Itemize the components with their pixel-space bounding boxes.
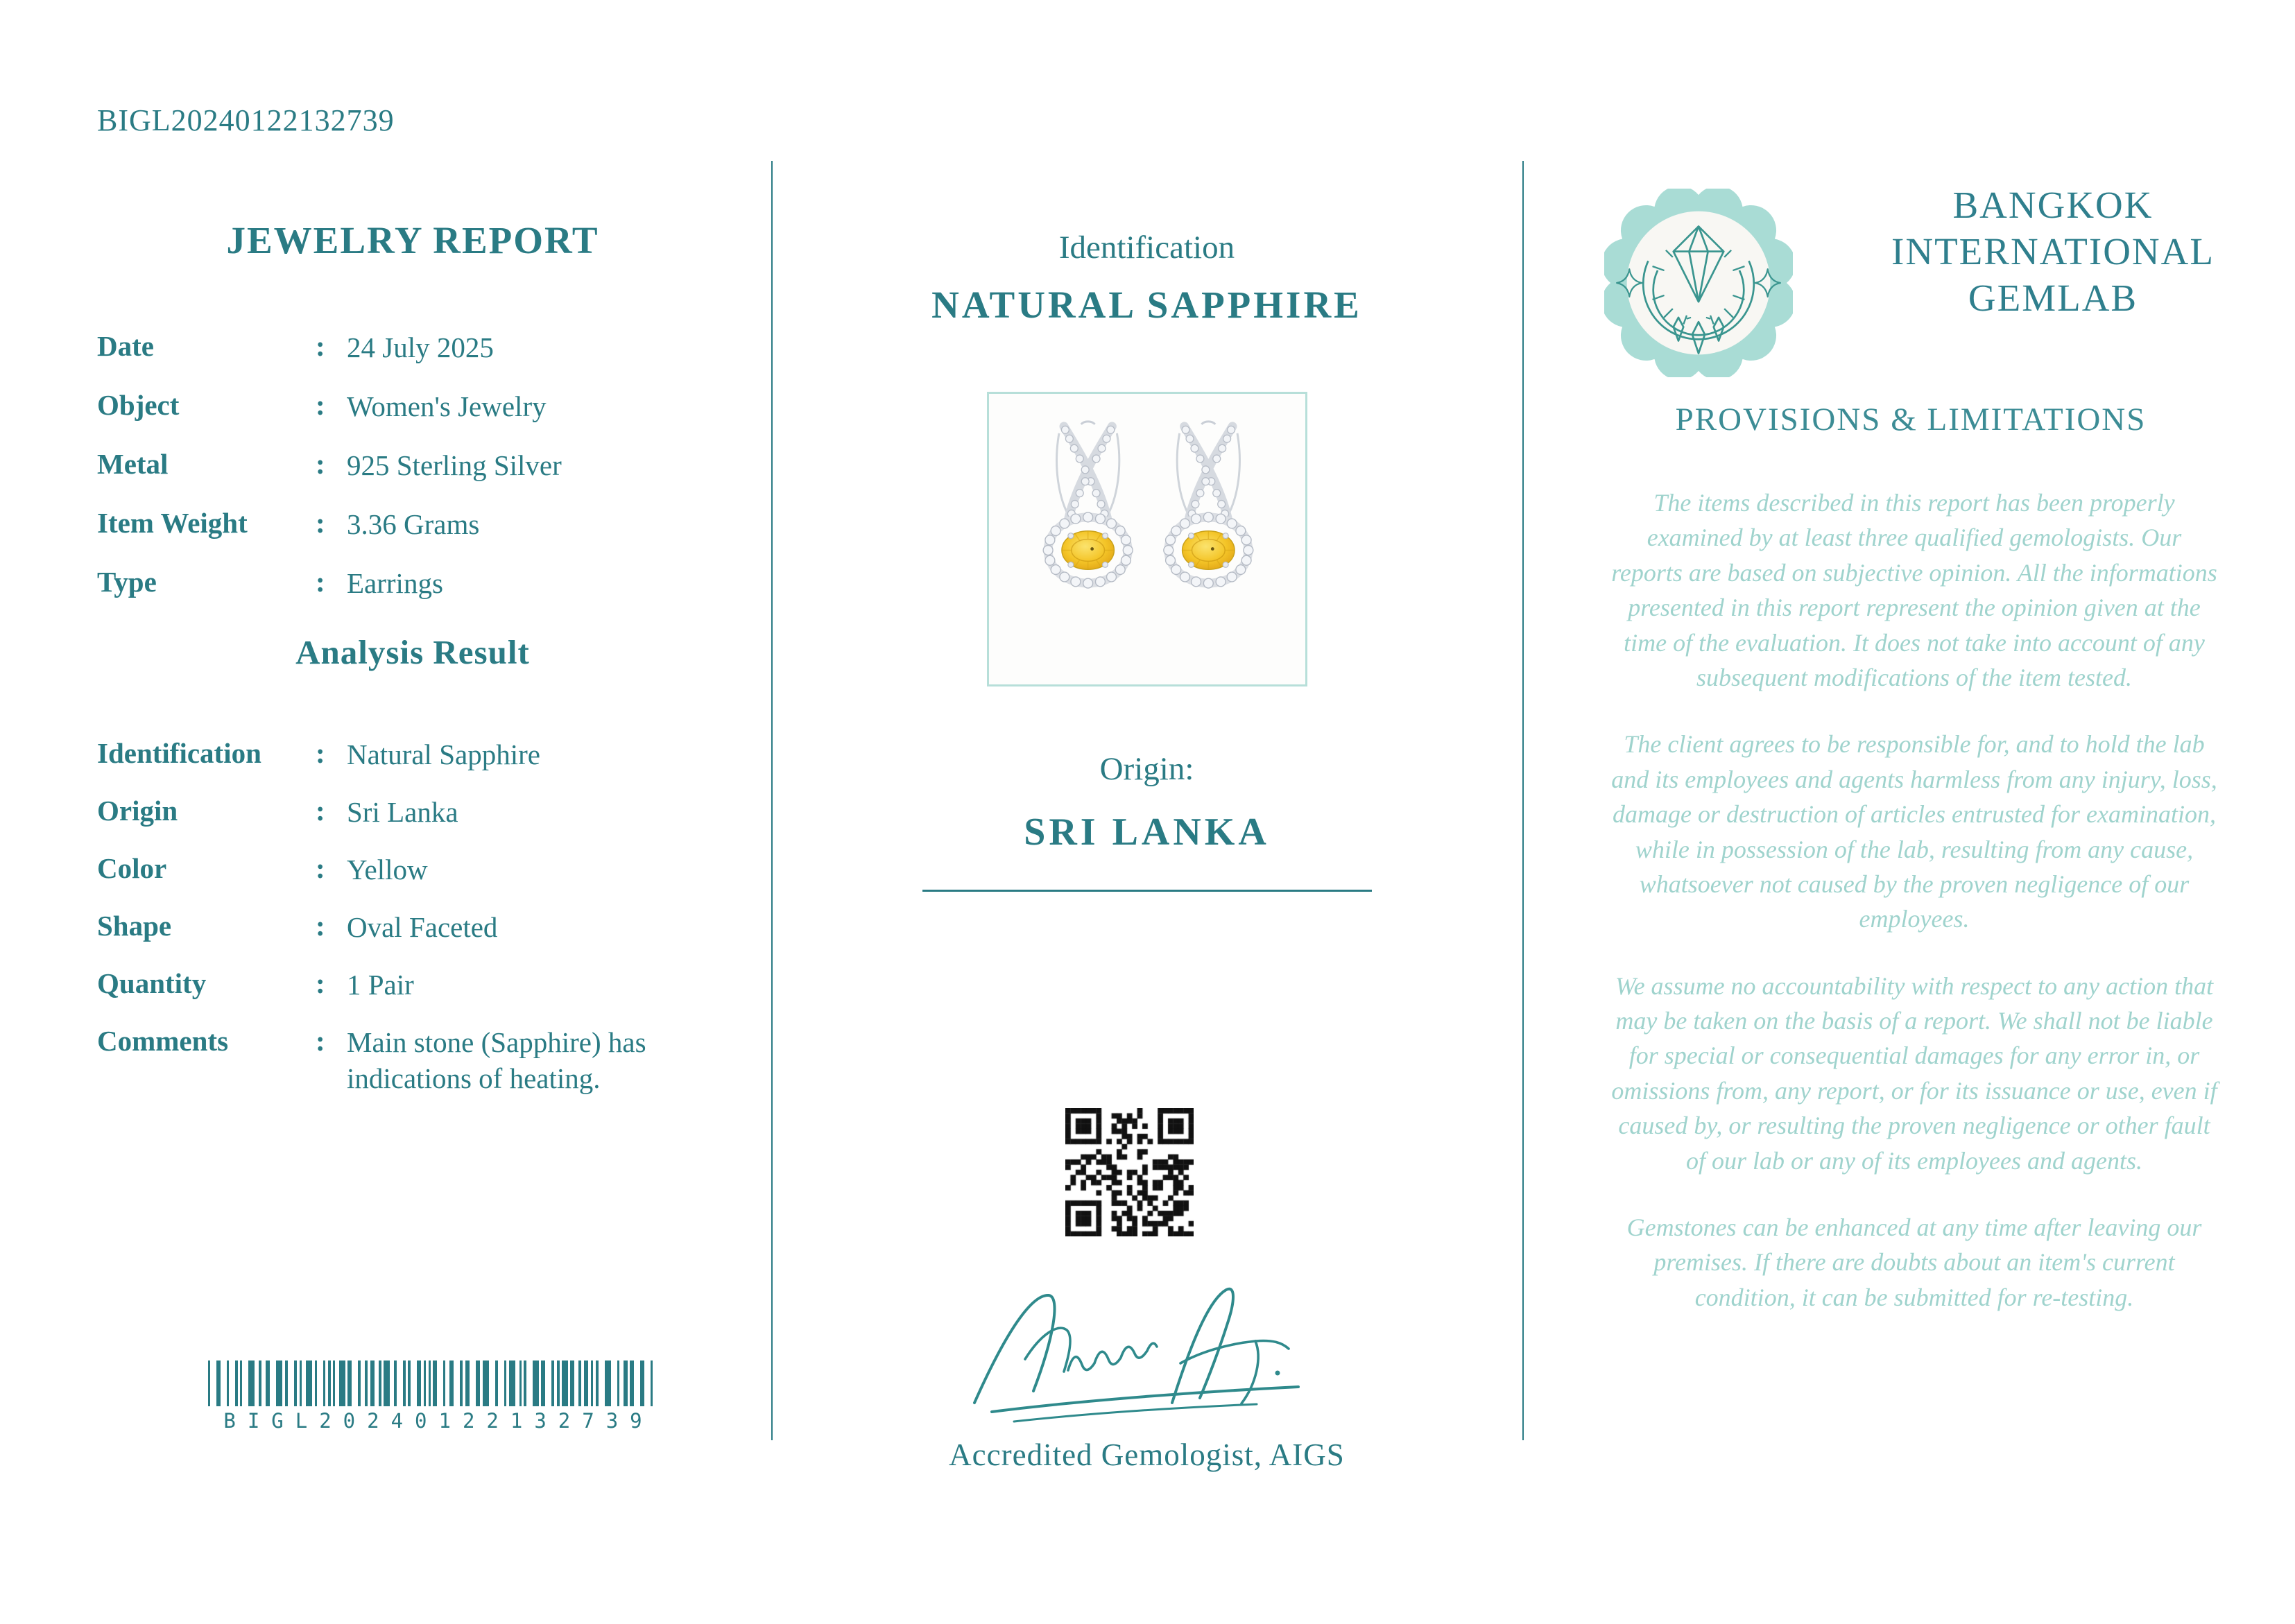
field-colon: : — [316, 910, 325, 942]
lab-name-line: GEMLAB — [1968, 277, 2138, 319]
identification-heading: Identification — [1058, 230, 1235, 266]
field-label: Metal — [97, 448, 169, 480]
field-colon: : — [316, 967, 325, 999]
analysis-fields — [97, 736, 763, 1095]
field-value: Yellow — [347, 854, 428, 886]
earrings-photo — [1011, 416, 1285, 595]
field-colon: : — [316, 1025, 325, 1057]
field-label: Origin — [97, 795, 178, 827]
field-label: Shape — [97, 910, 172, 942]
field-value: Sri Lanka — [347, 796, 458, 828]
field-label: Type — [97, 566, 157, 598]
field-value: Natural Sapphire — [347, 738, 540, 770]
field-colon: : — [316, 507, 325, 539]
field-colon: : — [316, 389, 325, 421]
gem-necklace-logo — [1604, 189, 1793, 377]
field-value: 24 July 2025 — [347, 331, 494, 363]
field-colon: : — [316, 448, 325, 480]
field-value: Main stone (Sapphire) has indications of heating. — [347, 1026, 646, 1095]
report-title: JEWELRY REPORT — [226, 219, 599, 261]
field-value: 1 Pair — [347, 969, 414, 1001]
report-code: BIGL20240122132739 — [97, 103, 395, 137]
field-row — [97, 794, 763, 852]
field-value: 925 Sterling Silver — [347, 449, 562, 481]
provisions-title: PROVISIONS & LIMITATIONS — [1675, 401, 2147, 438]
field-label: Comments — [97, 1025, 229, 1057]
field-row — [97, 329, 763, 388]
field-label: Identification — [97, 737, 261, 769]
gemologist-title: Accredited Gemologist, AIGS — [949, 1437, 1345, 1472]
lab-name-line: BANGKOK — [1952, 184, 2154, 226]
field-colon: : — [316, 566, 325, 598]
field-colon: : — [316, 795, 325, 827]
field-value: Oval Faceted — [347, 911, 498, 943]
field-row — [97, 909, 763, 967]
field-value: 3.36 Grams — [347, 508, 480, 540]
jewelry-photo-frame — [987, 392, 1307, 686]
field-row — [97, 852, 763, 909]
barcode-text: BIGL20240122132739 — [223, 1409, 654, 1433]
provision-paragraph: The client agrees to be responsible for, and to hold the lab and its employees and agents harmless from any injury, loss, damage or destruction of articles entrusted for examination, while in possession of the lab, resulting from any cause, whatsoever not caused by the proven negligence of our employees. — [1611, 730, 2217, 933]
column-divider-left — [771, 161, 773, 1440]
field-row — [97, 447, 763, 506]
origin-underline — [922, 890, 1372, 892]
provision-paragraph: Gemstones can be enhanced at any time after leaving our premises. If there are doubts about an item's current condition, it can be submitted for re-testing. — [1626, 1213, 2202, 1311]
provision-paragraph: The items described in this report has been properly examined by at least three qualified gemologists. Our reports are based on subjective opinion. All the informations presented in this report represent the opinion given at the time of the evaluation. It does not take into account of any subsequent modifications of the item tested. — [1611, 489, 2217, 691]
field-label: Item Weight — [97, 507, 248, 539]
field-row — [97, 736, 763, 794]
qr-code — [1065, 1108, 1194, 1236]
field-row — [97, 565, 763, 624]
field-row — [97, 967, 763, 1024]
column-divider-right — [1522, 161, 1524, 1440]
field-colon: : — [316, 330, 325, 362]
identification-value: NATURAL SAPPHIRE — [931, 284, 1362, 326]
origin-label: Origin: — [1099, 751, 1194, 787]
field-row — [97, 506, 763, 565]
analysis-title: Analysis Result — [295, 633, 530, 671]
signature — [964, 1275, 1325, 1434]
report-fields — [97, 329, 763, 624]
barcode — [208, 1360, 657, 1406]
field-row — [97, 388, 763, 447]
field-value: Earrings — [347, 567, 443, 599]
provision-paragraph: We assume no accountability with respect to any action that may be taken on the basis of a report. We shall not be liable for special or consequential damages for any error in, or omissions from, any report, or for its issuance or use, even if caused by, or resulting the proven negligence or other fault of our lab or any of its employees and agents. — [1611, 971, 2217, 1175]
lab-name-line: INTERNATIONAL — [1891, 230, 2215, 273]
field-colon: : — [316, 852, 325, 884]
field-label: Color — [97, 852, 167, 884]
lab-name — [1828, 182, 2278, 321]
field-value: Women's Jewelry — [347, 390, 547, 422]
origin-value: SRI LANKA — [1024, 811, 1270, 854]
field-colon: : — [316, 737, 325, 769]
barcode-block — [208, 1360, 657, 1433]
field-label: Object — [97, 389, 180, 421]
provisions-text — [1609, 485, 2219, 1347]
field-row — [97, 1024, 763, 1095]
field-label: Quantity — [97, 967, 207, 999]
field-label: Date — [97, 330, 154, 362]
